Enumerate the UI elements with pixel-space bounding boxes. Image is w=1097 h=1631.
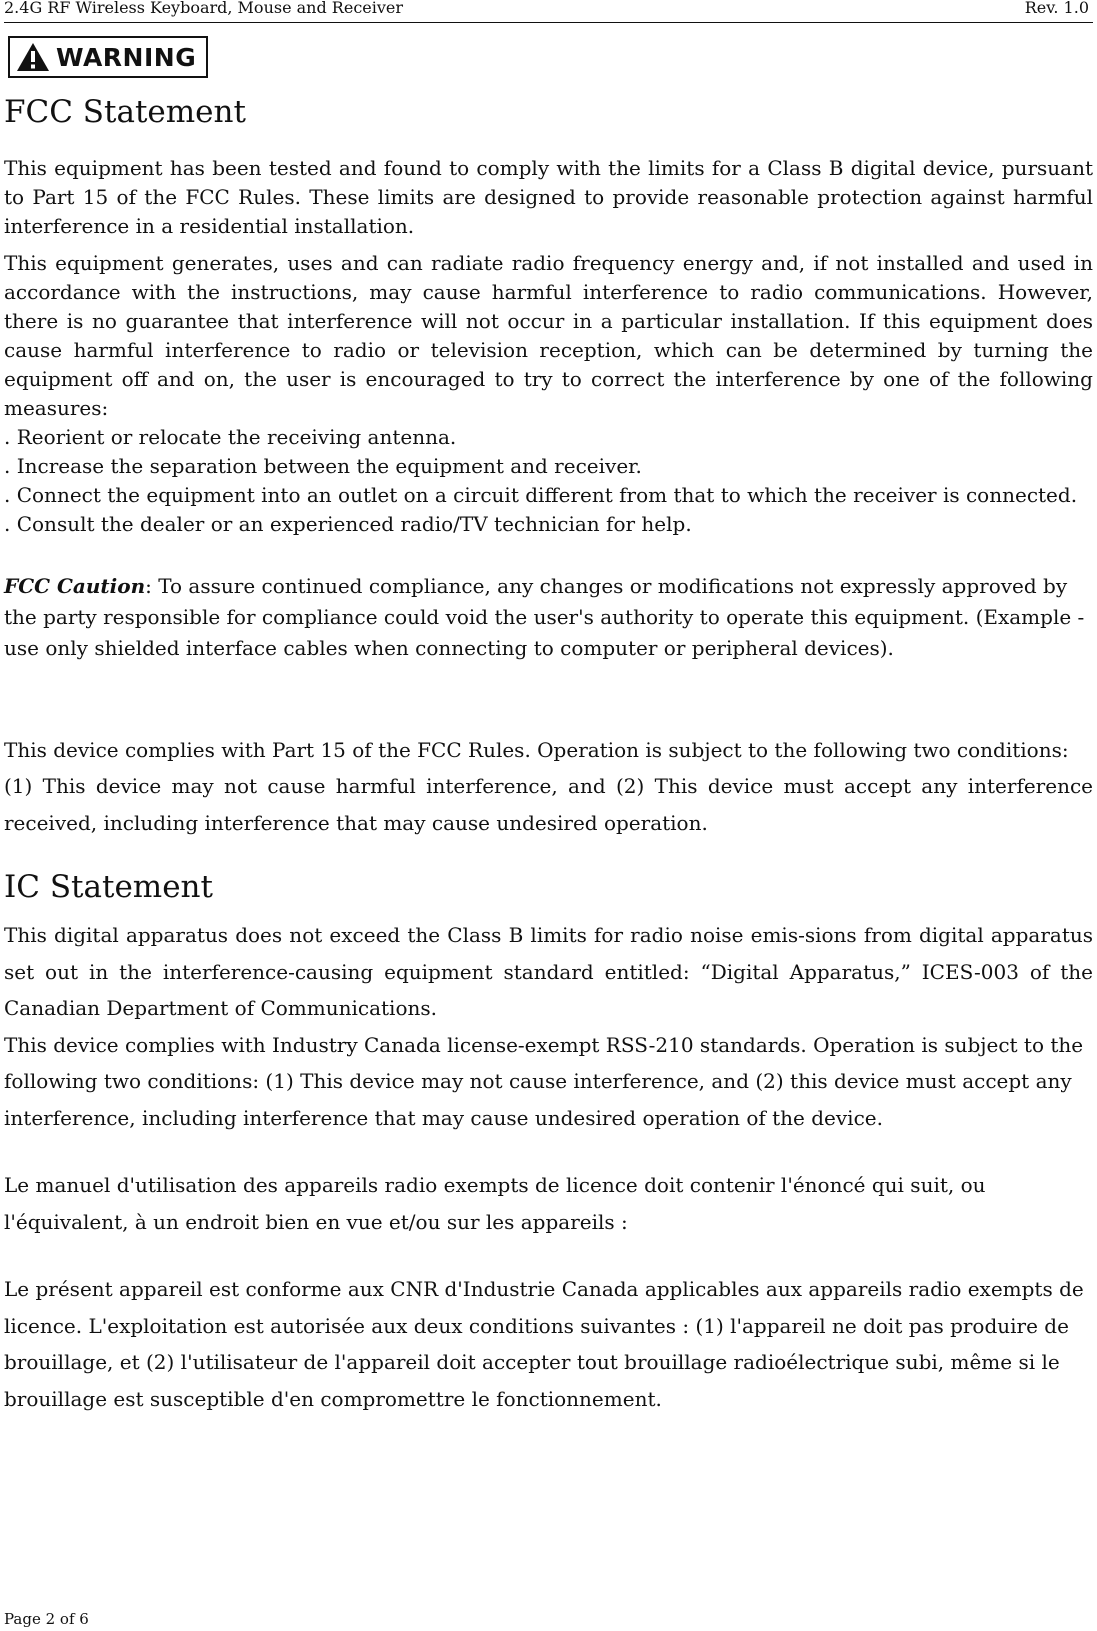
fcc-paragraph-1: This equipment has been tested and found to comply with the limits for a Class B digital device, pursuant to Part 15 of the FCC Rules. These limits are designed to provide reasonable protection against harmful interference in a residential installation. (4, 156, 1093, 238)
page-number: Page 2 of 6 (4, 1610, 89, 1628)
ic-paragraph-4: Le présent appareil est conforme aux CNR d'Industrie Canada applicables aux appareils radio exempts de licence. L'exploitation est autorisée aux deux conditions suivantes : (1) l'appareil ne doit pas produire de brouillage, et (2) l'utilisateur de l'appareil doit accepter tout brouillage radioélectrique subi, même si le brouillage est susceptible d'en compromettre le fonctionnement. (4, 1277, 1084, 1411)
fcc-caution-text: : To assure continued compliance, any changes or modifications not expressly approved by the party responsible for compliance could void the user's authority to operate this equipment. (Example - use only shielded interface cables when connecting to computer or peripheral devices). (4, 574, 1085, 660)
page-header (4, 0, 1093, 23)
fcc-conditions: (1) This device may not cause harmful interference, and (2) This device must accept any interference received, including interference that may cause undesired operation. (4, 774, 1093, 835)
ic-paragraph-2: This device complies with Industry Canada license-exempt RSS-210 standards. Operation is subject to the following two conditions: (1) This device may not cause interference, and (2) this device must accept any interference, including interference that may cause undesired operation of the device. (4, 1032, 1084, 1130)
fcc-paragraph-2: This equipment generates, uses and can radiate radio frequency energy and, if not installed and used in accordance with the instructions, may cause harmful interference to radio communications. However, there is no guarantee that interference will not occur in a particular installation. If this equipment does cause harmful interference to radio or television reception, which can be determined by turning the equipment off and on, the user is encouraged to try to correct the interference by one of the following measures: (4, 251, 1093, 420)
document-body (4, 92, 1093, 1417)
fcc-heading: FCC Statement (4, 94, 246, 130)
fcc-measures-list (4, 423, 1093, 539)
list-item: . Increase the separation between the equipment and receiver. (4, 454, 642, 478)
list-item: . Connect the equipment into an outlet on a circuit different from that to which the receiver is connected. (4, 483, 1078, 507)
revision-label: Rev. 1.0 (1024, 0, 1089, 17)
list-item: . Reorient or relocate the receiving antenna. (4, 425, 457, 449)
ic-paragraph-3: Le manuel d'utilisation des appareils radio exempts de licence doit contenir l'énoncé qui suit, ou l'équivalent, à un endroit bien en vue et/ou sur les appareils : (4, 1173, 986, 1234)
fcc-caution (4, 571, 1093, 664)
warning-triangle-icon (16, 42, 50, 72)
document-title: 2.4G RF Wireless Keyboard, Mouse and Receiver (4, 0, 404, 17)
list-item: . Consult the dealer or an experienced radio/TV technician for help. (4, 512, 692, 536)
warning-banner (8, 36, 208, 78)
warning-label: WARNING (56, 42, 197, 72)
fcc-compliance-line: This device complies with Part 15 of the FCC Rules. Operation is subject to the following two conditions: (4, 738, 1069, 762)
ic-paragraph-1: This digital apparatus does not exceed the Class B limits for radio noise emis-sions from digital apparatus set out in the interference-causing equipment standard entitled: “Digital Apparatus,” ICES-003 of the Canadian Department of Communications. (4, 923, 1093, 1020)
fcc-caution-label: FCC Caution (4, 574, 146, 598)
ic-heading: IC Statement (4, 869, 213, 905)
